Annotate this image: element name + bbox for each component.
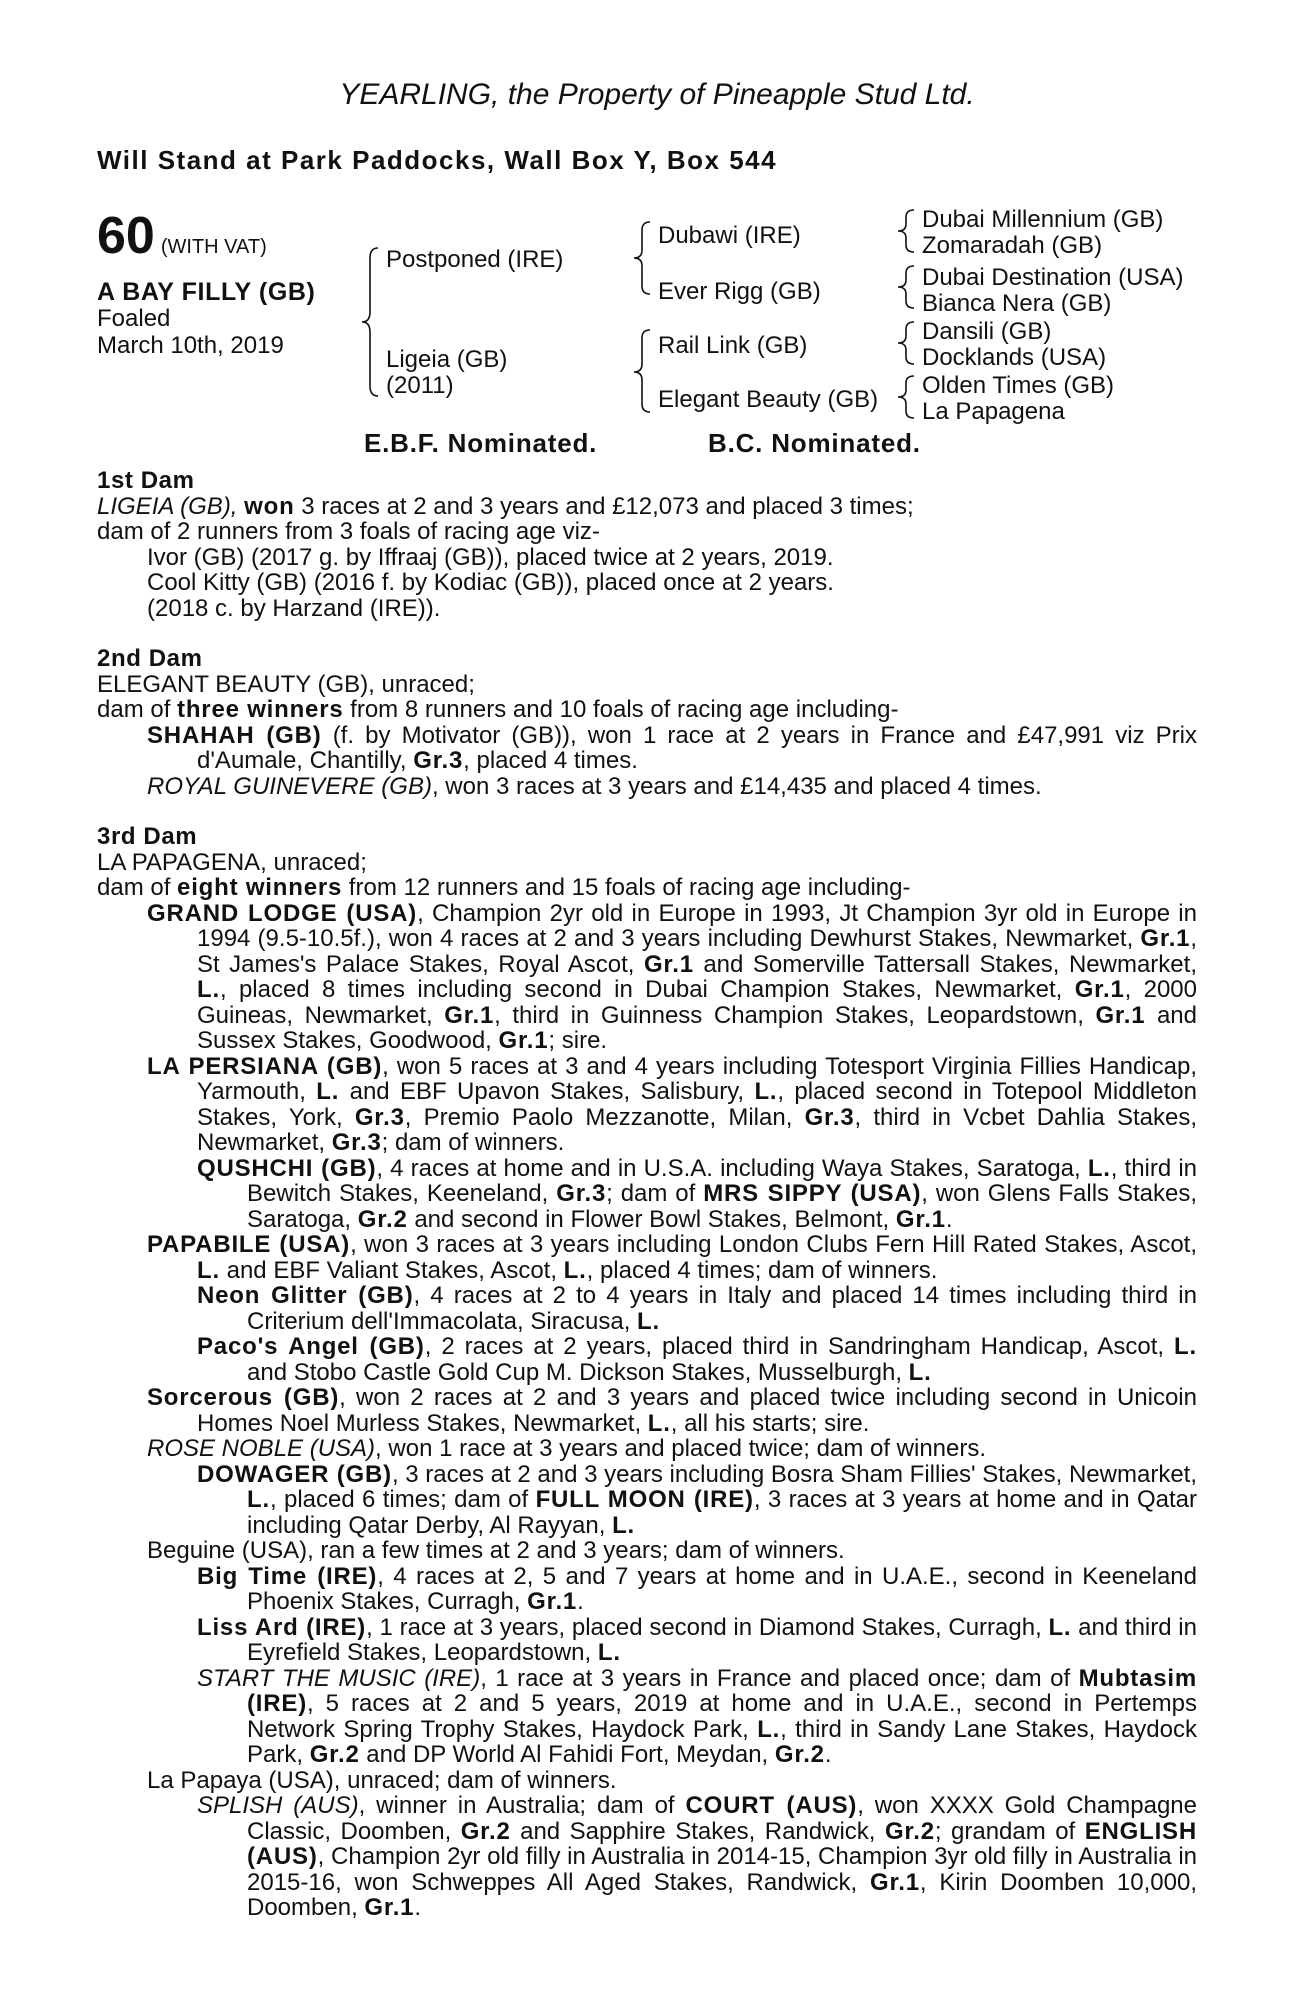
grade-label: Gr.3 <box>331 1129 382 1156</box>
first-dam-heading: 1st Dam <box>97 467 195 494</box>
text-run: . <box>414 1894 421 1921</box>
third-dam-runners <box>97 875 1197 901</box>
grade-label: Gr.2 <box>774 1741 825 1768</box>
entry-start-the-music <box>97 1666 1197 1768</box>
horse-name: MRS SIPPY (USA) <box>703 1180 922 1207</box>
horse-description: A BAY FILLY (GB) <box>97 278 316 306</box>
entry-shahah <box>97 723 1197 774</box>
text-run: , placed second in Totepool Middleton Stakes, York, <box>197 1078 1197 1131</box>
text-run: and EBF Upavon Stakes, Salisbury, <box>339 1078 755 1105</box>
offspring-1: Ivor (GB) (2017 g. by Iffraaj (GB)), placed twice at 2 years, 2019. <box>147 543 834 571</box>
text-run: , placed 8 times including second in Dubai Champion Stakes, Newmarket, <box>219 976 1075 1003</box>
first-dam-name: LIGEIA (GB), <box>97 492 238 520</box>
horse-name: ROYAL GUINEVERE (GB) <box>147 772 432 800</box>
entry-beguine: Beguine (USA), ran a few times at 2 and 3 years; dam of winners. <box>147 1537 845 1564</box>
listed-label: L. <box>1174 1333 1197 1360</box>
bracket-g4 <box>898 376 914 418</box>
text-run: , won 2 races at 2 and 3 years and placed twice including second in Unicoin Homes Noel Murless Stakes, Newmarket, <box>197 1384 1197 1437</box>
text-run: , won 3 races at 3 years and £14,435 and placed 4 times. <box>431 772 1042 800</box>
grade-label: Gr.2 <box>460 1817 511 1845</box>
pedigree-g7: Olden Times (GB) <box>922 372 1115 399</box>
entry-liss-ard <box>97 1615 1197 1666</box>
text-run: and Stobo Castle Gold Cup M. Dickson Stakes, Musselburgh, <box>247 1358 909 1386</box>
horse-name: Paco's Angel (GB) <box>197 1333 425 1360</box>
text-run: , St James's Palace Stakes, Royal Ascot, <box>197 925 1197 978</box>
listed-label: L. <box>757 1715 781 1743</box>
pedigree-g6: Docklands (USA) <box>922 344 1107 371</box>
grade-label: Gr.1 <box>1074 976 1125 1003</box>
text-run: , won 3 races at 3 years including London Clubs Fern Hill Rated Stakes, Ascot, <box>350 1231 1197 1258</box>
grade-label: Gr.1 <box>364 1894 415 1921</box>
bc-nominated: B.C. Nominated. <box>708 428 921 458</box>
text-run: , all his starts; sire. <box>670 1409 870 1437</box>
listed-label: L. <box>647 1409 671 1437</box>
entry-pacos-angel <box>97 1334 1197 1385</box>
vat-note: (WITH VAT) <box>160 236 267 258</box>
pedigree-sire-sire: Dubawi (IRE) <box>658 222 801 249</box>
entry-la-persiana <box>97 1054 1197 1156</box>
grade-label: Gr.2 <box>357 1205 408 1233</box>
text-run: ; sire. <box>548 1027 608 1054</box>
ebf-nominated: E.B.F. Nominated. <box>364 428 598 458</box>
listed-label: L. <box>908 1358 932 1386</box>
listed-label: L. <box>1087 1154 1111 1182</box>
grade-label: Gr.3 <box>804 1103 855 1131</box>
lot-number: 60 <box>97 207 155 265</box>
grade-label: Gr.1 <box>498 1027 549 1054</box>
second-dam-heading: 2nd Dam <box>97 645 203 672</box>
text-run: , Kirin Doomben 10,000, Doomben, <box>247 1868 1197 1921</box>
foaled-label: Foaled <box>97 305 171 332</box>
text-run: . <box>945 1205 953 1233</box>
bracket-g2 <box>898 266 914 308</box>
offspring-2: Cool Kitty (GB) (2016 f. by Kodiac (GB)), placed once at 2 years. <box>147 569 834 596</box>
text-run: ; grandam of <box>934 1817 1085 1845</box>
text-run: and Somerville Tattersall Stakes, Newmarket, <box>693 950 1197 978</box>
pedigree-g3: Dubai Destination (USA) <box>922 264 1184 291</box>
entry-grand-lodge <box>97 901 1197 1054</box>
listed-label: L. <box>316 1078 340 1105</box>
text-run: , placed 4 times. <box>463 747 638 774</box>
horse-name: Liss Ard (IRE) <box>197 1613 367 1641</box>
horse-name: DOWAGER (GB) <box>197 1460 392 1488</box>
horse-name: QUSHCHI (GB) <box>197 1154 377 1182</box>
horse-name: Neon Glitter (GB) <box>197 1282 414 1309</box>
horse-name: Sorcerous (GB) <box>147 1384 340 1411</box>
horse-name: PAPABILE (USA) <box>147 1231 351 1258</box>
listed-label: L. <box>563 1256 587 1284</box>
entry-neon-glitter <box>97 1283 1197 1334</box>
grade-label: Gr.1 <box>869 1868 920 1896</box>
entry-big-time <box>97 1564 1197 1615</box>
grade-label: Gr.2 <box>309 1741 360 1768</box>
horse-name: Big Time (IRE) <box>197 1562 378 1590</box>
text-run: , placed 4 times; dam of winners. <box>586 1256 938 1284</box>
listed-label: L. <box>637 1307 660 1335</box>
text-run: , won XXXX Gold Champagne Classic, Doomben, <box>247 1792 1197 1845</box>
text-run: , 3 races at 2 and 3 years including Bosra Sham Fillies' Stakes, Newmarket, <box>391 1460 1198 1488</box>
pedigree-dam-sire: Rail Link (GB) <box>658 332 808 359</box>
text-run: , placed 6 times; dam of <box>269 1486 536 1513</box>
text-run: dam of <box>97 696 178 723</box>
text-run: , Premio Paolo Mezzanotte, Milan, <box>404 1103 805 1131</box>
text-run: , Champion 2yr old filly in Australia in 2014-15, Champion 3yr old filly in Australia in 2015-16, won Schweppes All Aged Stakes, Randwick, <box>247 1843 1197 1896</box>
offspring-3: (2018 c. by Harzand (IRE)). <box>147 594 441 622</box>
text-run: and EBF Valiant Stakes, Ascot, <box>219 1256 564 1284</box>
listed-label: L. <box>197 976 220 1003</box>
text-run: , 5 races at 2 and 5 years, 2019 at home and in U.A.E., second in Pertemps Network Spring Trophy Stakes, Haydock Park, <box>247 1690 1197 1743</box>
text-run: , 4 races at 2 to 4 years in Italy and placed 14 times including third in Criterium dell'Immacolata, Siracusa, <box>247 1282 1197 1335</box>
grade-label: Gr.1 <box>643 950 694 978</box>
entry-splish <box>97 1793 1197 1921</box>
pedigree-dam-dam: Elegant Beauty (GB) <box>658 386 879 413</box>
pedigree-sire-dam: Ever Rigg (GB) <box>658 278 821 305</box>
listed-label: L. <box>1048 1613 1072 1641</box>
entry-la-papaya: La Papaya (USA), unraced; dam of winners. <box>147 1766 617 1794</box>
text-run: and second in Flower Bowl Stakes, Belmont, <box>407 1205 896 1233</box>
entry-royal-guinevere <box>97 774 1197 800</box>
text-run: dam of <box>97 874 178 901</box>
text-run: (f. by Motivator (GB)), won 1 race at 2 years in France and £47,991 viz Prix d'Aumale, Chantilly, <box>197 721 1198 774</box>
horse-name: START THE MUSIC (IRE) <box>197 1664 481 1692</box>
first-dam-line <box>97 494 1197 520</box>
won-label: won <box>244 492 295 520</box>
entry-dowager <box>97 1462 1197 1539</box>
grade-label: Gr.3 <box>354 1103 405 1131</box>
listed-label: L. <box>197 1256 220 1284</box>
text-run: from 12 runners and 15 foals of racing age including- <box>342 874 911 901</box>
winners-count: eight winners <box>177 874 343 901</box>
pedigree-sire: Postponed (IRE) <box>386 246 564 273</box>
text-run: , third in Guinness Champion Stakes, Leopardstown, <box>494 1001 1096 1029</box>
listed-label: L. <box>612 1511 635 1539</box>
bracket-g3 <box>898 322 914 364</box>
text-run: , 3 races at 3 years at home and in Qatar including Qatar Derby, Al Rayyan, <box>247 1486 1197 1539</box>
text-run: , 1 race at 3 years, placed second in Diamond Stakes, Curragh, <box>366 1613 1049 1641</box>
text-run: and DP World Al Fahidi Fort, Meydan, <box>359 1741 775 1768</box>
text-run: . <box>824 1741 832 1768</box>
entry-sorcerous <box>97 1385 1197 1436</box>
foaled-date: March 10th, 2019 <box>97 332 284 359</box>
grade-label: Gr.1 <box>527 1588 578 1615</box>
text-run: and Sapphire Stakes, Randwick, <box>510 1817 885 1845</box>
text-run: , Champion 2yr old in Europe in 1993, Jt Champion 3yr old in Europe in 1994 (9.5-10.5f.), won 4 races at 2 and 3 years including Dewhurst Stakes, Newmarket, <box>197 899 1197 952</box>
grade-label: Gr.3 <box>413 747 464 774</box>
produce-record <box>97 468 1197 1921</box>
bracket-first-gen <box>362 248 378 396</box>
third-dam-line: LA PAPAGENA, unraced; <box>97 848 367 876</box>
horse-name: SPLISH (AUS) <box>197 1792 359 1819</box>
grade-label: Gr.1 <box>1095 1001 1146 1029</box>
pedigree-g4: Bianca Nera (GB) <box>922 290 1112 317</box>
entry-papabile <box>97 1232 1197 1283</box>
entry-rose-noble <box>97 1436 1197 1462</box>
text-run: , 4 races at home and in U.S.A. including Waya Stakes, Saratoga, <box>376 1154 1088 1182</box>
text-run: , won 1 race at 3 years and placed twice; dam of winners. <box>375 1435 987 1462</box>
first-dam-runners: dam of 2 runners from 3 foals of racing age viz- <box>97 518 600 545</box>
text-run: , 4 races at 2, 5 and 7 years at home and in U.A.E., second in Keeneland Phoenix Stakes, Curragh, <box>247 1562 1197 1615</box>
second-dam-runners <box>97 697 1197 723</box>
listed-label: L. <box>597 1639 621 1666</box>
bracket-sire <box>634 222 650 294</box>
horse-name: COURT (AUS) <box>685 1792 858 1819</box>
text-run: and Sussex Stakes, Goodwood, <box>197 1001 1197 1054</box>
pedigree-g5: Dansili (GB) <box>922 318 1052 345</box>
text-run: , won 5 races at 3 and 4 years including Totesport Virginia Fillies Handicap, Yarmouth, <box>197 1052 1197 1105</box>
text-run: from 8 runners and 10 foals of racing age including- <box>343 696 899 723</box>
grade-label: Gr.2 <box>884 1817 935 1845</box>
horse-name: Mubtasim (IRE) <box>247 1664 1197 1717</box>
listed-label: L. <box>754 1078 778 1105</box>
stand-location: Will Stand at Park Paddocks, Wall Box Y, Box 544 <box>97 145 778 175</box>
grade-label: Gr.1 <box>444 1001 495 1029</box>
entry-qushchi <box>97 1156 1197 1233</box>
text-run: , won Glens Falls Stakes, Saratoga, <box>247 1180 1197 1233</box>
text-run: , third in Vcbet Dahlia Stakes, Newmarket, <box>197 1103 1197 1156</box>
text-run: . <box>577 1588 584 1615</box>
horse-name: GRAND LODGE (USA) <box>147 899 418 927</box>
pedigree-g8: La Papagena <box>922 398 1065 425</box>
page-title: YEARLING, the Property of Pineapple Stud Ltd. <box>339 78 975 111</box>
horse-name: SHAHAH (GB) <box>147 721 322 749</box>
second-dam-line: ELEGANT BEAUTY (GB), unraced; <box>97 670 475 698</box>
text-run: ; dam of <box>606 1180 704 1207</box>
winners-count: three winners <box>177 696 344 723</box>
text-run: , 2000 Guineas, Newmarket, <box>197 976 1197 1029</box>
third-dam-heading: 3rd Dam <box>97 823 198 850</box>
text-run: and third in Eyrefield Stakes, Leopardstown, <box>247 1613 1197 1666</box>
pedigree-g2: Zomaradah (GB) <box>922 232 1103 259</box>
bracket-g1 <box>898 210 914 252</box>
horse-name: ROSE NOBLE (USA) <box>147 1435 376 1462</box>
pedigree-dam-year: (2011) <box>386 372 454 399</box>
horse-name: ENGLISH (AUS) <box>247 1817 1197 1870</box>
horse-name: FULL MOON (IRE) <box>535 1486 754 1513</box>
text-run: ; dam of winners. <box>381 1129 565 1156</box>
text-run: , winner in Australia; dam of <box>358 1792 686 1819</box>
grade-label: Gr.3 <box>556 1180 607 1207</box>
horse-name: LA PERSIANA (GB) <box>147 1052 383 1080</box>
grade-label: Gr.1 <box>895 1205 946 1233</box>
bracket-dam <box>634 330 650 412</box>
grade-label: Gr.1 <box>1140 925 1191 952</box>
text-run: , 2 races at 2 years, placed third in Sandringham Handicap, Ascot, <box>424 1333 1175 1360</box>
text-run: , 1 race at 3 years in France and placed once; dam of <box>480 1664 1079 1692</box>
text-run: , third in Sandy Lane Stakes, Haydock Park, <box>247 1715 1198 1768</box>
pedigree-dam: Ligeia (GB) <box>386 346 508 373</box>
first-dam-record: 3 races at 2 and 3 years and £12,073 and placed 3 times; <box>294 492 914 520</box>
listed-label: L. <box>247 1486 270 1513</box>
pedigree-g1: Dubai Millennium (GB) <box>922 206 1164 233</box>
text-run: , third in Bewitch Stakes, Keeneland, <box>247 1154 1198 1207</box>
